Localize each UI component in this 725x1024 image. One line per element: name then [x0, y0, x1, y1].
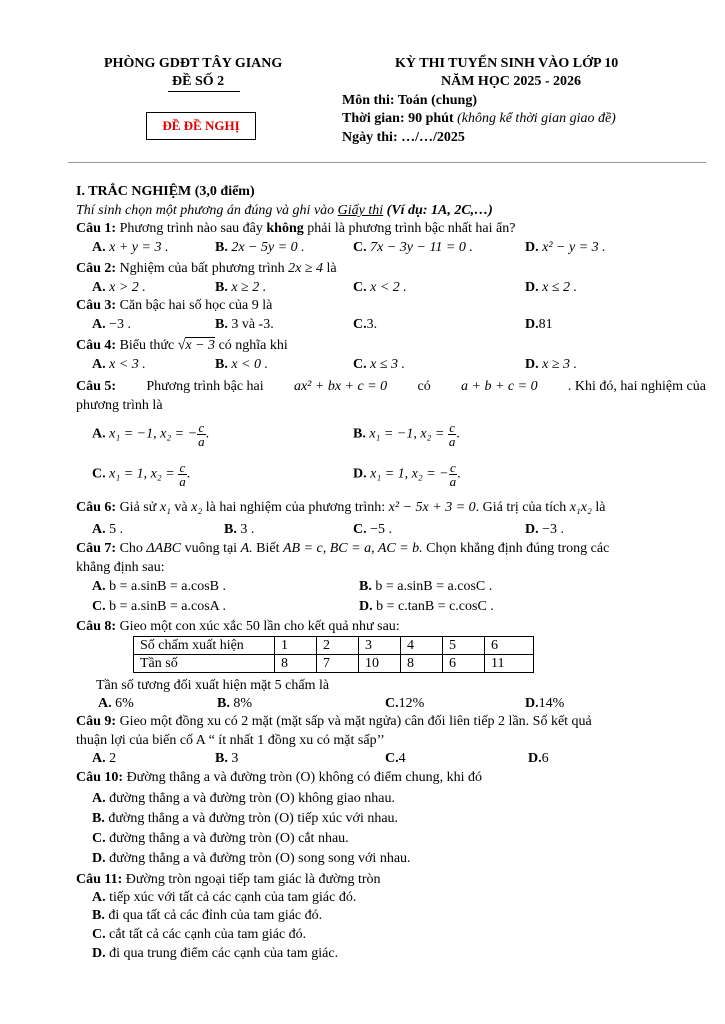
- q9-option-c[interactable]: [385, 751, 406, 767]
- q7-letter-c: C.: [92, 599, 106, 614]
- q6-option-c[interactable]: [353, 522, 392, 538]
- q2-letter-c: C.: [353, 280, 367, 295]
- q5-c-den: a: [179, 474, 186, 489]
- q3-letter-b: B.: [215, 317, 228, 332]
- q3-text-d: 81: [538, 317, 553, 332]
- q4-text-d: x ≥ 3 .: [542, 357, 578, 372]
- q8-text-b: 8%: [233, 696, 253, 711]
- q11-letter-d: D.: [92, 946, 106, 961]
- table-cell: 7: [317, 655, 359, 673]
- q10-text-a: đường thẳng a và đường tròn (O) không giao nhau.: [109, 791, 395, 806]
- q5-l1b: có: [417, 379, 431, 394]
- q6-prod: x₁x₂: [569, 500, 592, 515]
- q7-option-c[interactable]: [92, 599, 226, 615]
- q9-letter-c: C.: [385, 751, 399, 766]
- q9-letter-d: D.: [528, 751, 542, 766]
- q3-text-b: 3 và -3.: [231, 317, 274, 332]
- section-title: I. TRẮC NGHIỆM (3,0 điểm): [76, 184, 255, 199]
- q5-letter-a: A.: [92, 426, 106, 442]
- q7-option-d[interactable]: [359, 599, 494, 615]
- q4-option-d[interactable]: [525, 357, 577, 373]
- q6-x1: x₁: [159, 500, 171, 515]
- table-cell: 5: [443, 637, 485, 655]
- q11-letter-c: C.: [92, 927, 106, 942]
- q4-text-c: x ≤ 3 .: [370, 357, 406, 372]
- q3-text-a: −3 .: [109, 317, 132, 332]
- q5-d-pre: x₁ = 1, x₂ = −: [370, 466, 449, 482]
- q7-given: AB = c, BC = a, AC = b.: [282, 541, 423, 556]
- q6-text-b: 3 .: [240, 522, 255, 537]
- q5-option-a[interactable]: A. x₁ = −1, x₂ = − $\frac{c}{a}$ .: [92, 420, 210, 449]
- q11-stem: [76, 872, 381, 888]
- q6-x2: x₂: [191, 500, 203, 515]
- q6-letter-b: B.: [224, 522, 237, 537]
- q6-letter-a: A.: [92, 522, 106, 537]
- q6-option-d[interactable]: [525, 522, 564, 538]
- q4-text-b: x < 0 .: [231, 357, 269, 372]
- q8-text-d: 14%: [538, 696, 565, 711]
- q9-label: Câu 9:: [76, 714, 117, 729]
- q9-letter-b: B.: [215, 751, 228, 766]
- q6-end: là: [595, 500, 606, 515]
- q7-option-b[interactable]: [359, 579, 492, 595]
- exam-date: Ngày thi: …/…/2025: [342, 130, 465, 145]
- q4-option-b[interactable]: [215, 357, 268, 373]
- q6-letter-d: D.: [525, 522, 539, 537]
- q10-text-b: đường thẳng a và đường tròn (O) tiếp xúc với nhau.: [108, 811, 399, 826]
- exam-number: ĐỀ SỐ 2: [172, 74, 225, 89]
- q1-bold: không: [266, 221, 304, 236]
- q6-mid: là hai nghiệm của phương trình:: [205, 500, 386, 515]
- q1-pre: Phương trình nào sau đây: [119, 221, 263, 236]
- q2-text-a: x > 2 .: [109, 280, 146, 295]
- q7-post: Chọn khẳng định đúng trong các: [426, 541, 610, 556]
- q7-text-b: b = a.sinB = a.cosC .: [375, 579, 493, 594]
- q3-option-b[interactable]: [215, 317, 274, 333]
- table-cell: 1: [275, 637, 317, 655]
- q8-letter-c: C.: [385, 696, 399, 711]
- q1-option-c[interactable]: [353, 240, 473, 256]
- proposal-stamp: ĐỀ ĐỀ NGHỊ: [146, 112, 256, 140]
- q10-option-c[interactable]: [92, 831, 349, 847]
- q10-option-a[interactable]: [92, 791, 395, 807]
- q1-post: phải là phương trình bậc nhất hai ẩn?: [307, 221, 516, 236]
- q11-option-d[interactable]: [92, 946, 338, 962]
- q11-label: Câu 11:: [76, 872, 123, 887]
- q10-option-d[interactable]: [92, 851, 411, 867]
- q8-text-a: 6%: [115, 696, 134, 711]
- q7-letter-b: B.: [359, 579, 372, 594]
- q3-option-c[interactable]: [353, 317, 377, 333]
- table-row: [134, 637, 534, 655]
- q3-option-d[interactable]: [525, 317, 553, 333]
- time-line: [342, 111, 616, 127]
- q11-text-b: đi qua tất cả các đỉnh của tam giác đó.: [108, 908, 323, 923]
- q2-label: Câu 2:: [76, 261, 117, 276]
- q7-letter-a: A.: [92, 579, 106, 594]
- q10-letter-a: A.: [92, 791, 106, 806]
- school-year: NĂM HỌC 2025 - 2026: [441, 74, 581, 89]
- q1-option-d[interactable]: [525, 240, 606, 256]
- q3-stem: [76, 298, 272, 314]
- q6-post: . Giá trị của tích: [475, 500, 567, 515]
- q5-stem-line2: phương trình là: [76, 398, 163, 413]
- q10-label: Câu 10:: [76, 770, 124, 785]
- q7-mid: vuông tại: [184, 541, 238, 556]
- q5-letter-d: D.: [353, 466, 367, 482]
- table-cell: 6: [485, 637, 534, 655]
- q6-and: và: [174, 500, 188, 515]
- q2-text-b: x ≥ 2 .: [231, 280, 267, 295]
- q4-label: Câu 4:: [76, 338, 117, 353]
- q1-stem: [76, 221, 515, 237]
- instr-example: (Ví dụ: 1A, 2C,…): [386, 203, 493, 218]
- q4-letter-c: C.: [353, 357, 367, 372]
- q1-letter-a: A.: [92, 240, 106, 255]
- time-label: Thời gian: 90 phút: [342, 111, 454, 126]
- q2-option-d[interactable]: [525, 280, 577, 296]
- q1-text-b: 2x − 5y = 0 .: [231, 240, 305, 255]
- q10-option-b[interactable]: [92, 811, 398, 827]
- q4-text-a: x < 3 .: [109, 357, 146, 372]
- q3-letter-a: A.: [92, 317, 106, 332]
- q11-option-b[interactable]: [92, 908, 322, 924]
- time-note: (không kể thời gian giao đề): [457, 111, 616, 126]
- q2-text: Nghiệm của bất phương trình: [119, 261, 285, 276]
- q7-biet: Biết: [256, 541, 280, 556]
- q9-text-c: 4: [398, 751, 406, 766]
- q9-option-b[interactable]: [215, 751, 238, 767]
- q10-text-c: đường thẳng a và đường tròn (O) cắt nhau.: [109, 831, 349, 846]
- table-row: [134, 655, 534, 673]
- table-cell: 6: [443, 655, 485, 673]
- q10-letter-d: D.: [92, 851, 106, 866]
- q1-option-a[interactable]: [92, 240, 168, 256]
- q5-stem-line1: [76, 379, 706, 395]
- q2-post: là: [326, 261, 337, 276]
- q2-option-b[interactable]: [215, 280, 266, 296]
- q1-label: Câu 1:: [76, 221, 117, 236]
- q10-text-d: đường thẳng a và đường tròn (O) song song với nhau.: [109, 851, 411, 866]
- q5-eq1: ax² + bx + c = 0: [293, 379, 388, 394]
- q10-letter-c: C.: [92, 831, 106, 846]
- q2-letter-b: B.: [215, 280, 228, 295]
- section-instructions: [76, 203, 493, 219]
- q5-a-frac: [197, 421, 206, 448]
- q7-text-a: b = a.sinB = a.cosB .: [109, 579, 227, 594]
- q5-l1c: . Khi đó, hai nghiệm của: [567, 379, 706, 394]
- q7-stem-line1: [76, 541, 609, 557]
- dice-frequency-table: [133, 636, 534, 673]
- q4-letter-d: D.: [525, 357, 539, 372]
- q5-label: Câu 5:: [76, 379, 117, 394]
- q9-option-d[interactable]: [528, 751, 549, 767]
- q5-b-den: a: [448, 434, 456, 449]
- q9-text-d: 6: [541, 751, 549, 766]
- q8-letter-a: A.: [98, 696, 112, 711]
- q6-text-c: −5 .: [370, 522, 393, 537]
- q9-stem-line2: thuận lợi của biến cố A “ ít nhất 1 đồng xu có mặt sấp’’: [76, 733, 385, 748]
- q1-text-d: x² − y = 3 .: [542, 240, 606, 255]
- q8-letter-d: D.: [525, 696, 539, 711]
- q1-option-b[interactable]: [215, 240, 305, 256]
- q1-text-c: 7x − 3y − 11 = 0 .: [370, 240, 473, 255]
- q3-letter-c: C.: [353, 317, 367, 332]
- q5-d-num: c: [450, 460, 456, 475]
- q6-option-a[interactable]: [92, 522, 123, 538]
- q6-option-b[interactable]: [224, 522, 254, 538]
- q3-text-c: 3.: [366, 317, 378, 332]
- q4-radicand: x − 3: [185, 338, 216, 353]
- q6-eq: x² − 5x + 3 = 0: [388, 500, 476, 515]
- q1-letter-d: D.: [525, 240, 539, 255]
- q4-option-a[interactable]: [92, 357, 146, 373]
- dept-name: PHÒNG GDĐT TÂY GIANG: [104, 56, 283, 71]
- q7-letter-d: D.: [359, 599, 373, 614]
- q8-stem: [76, 619, 400, 635]
- q5-a-pre: x₁ = −1, x₂ = −: [109, 426, 198, 442]
- q5-d-frac: [449, 461, 458, 488]
- q2-text-d: x ≤ 2 .: [542, 280, 578, 295]
- q7-tri: ΔABC: [146, 541, 182, 556]
- q2-stem: [76, 261, 337, 277]
- q8-question: Tần số tương đối xuất hiện mặt 5 chấm là: [96, 678, 330, 693]
- q6-pre: Giả sử: [119, 500, 157, 515]
- q6-letter-c: C.: [353, 522, 367, 537]
- q5-letter-c: C.: [92, 466, 106, 482]
- table-cell: 8: [275, 655, 317, 673]
- q4-letter-b: B.: [215, 357, 228, 372]
- q5-b-pre: x₁ = −1, x₂ =: [369, 426, 445, 442]
- q9-stem-line1: [76, 714, 592, 730]
- q5-option-b[interactable]: B. x₁ = −1, x₂ = $\frac{c}{a}$ .: [353, 420, 460, 449]
- q3-letter-d: D.: [525, 317, 539, 332]
- q11-option-a[interactable]: [92, 890, 356, 906]
- q8-option-b[interactable]: [217, 696, 252, 712]
- q5-option-c[interactable]: C. x₁ = 1, x₂ = $\frac{c}{a}$ .: [92, 460, 191, 489]
- q9-text-b: 3: [231, 751, 239, 766]
- q7-text-c: b = a.sinB = a.cosA .: [109, 599, 227, 614]
- q7-stem-line2: khẳng định sau:: [76, 560, 165, 575]
- instr-paper: Giấy thi: [337, 203, 384, 218]
- q5-c-pre: x₁ = 1, x₂ =: [109, 466, 175, 482]
- q11-text-a: tiếp xúc với tất cả các cạnh của tam giác đó.: [109, 890, 357, 905]
- q11-text-c: cắt tất cả các cạnh của tam giác đó.: [109, 927, 307, 942]
- q7-text-d: b = c.tanB = c.cosC .: [376, 599, 494, 614]
- q1-letter-c: C.: [353, 240, 367, 255]
- q7-pre: Cho: [119, 541, 143, 556]
- q2-text-c: x < 2 .: [370, 280, 407, 295]
- q3-option-a[interactable]: [92, 317, 131, 333]
- q11-letter-a: A.: [92, 890, 106, 905]
- q6-label: Câu 6:: [76, 500, 117, 515]
- table-cell: 3: [359, 637, 401, 655]
- table-cell: 4: [401, 637, 443, 655]
- q11-text-d: đi qua trung điểm các cạnh của tam giác.: [109, 946, 339, 961]
- table-cell: 11: [485, 655, 534, 673]
- q8-text-c: 12%: [398, 696, 425, 711]
- q2-letter-a: A.: [92, 280, 106, 295]
- q4-option-c[interactable]: [353, 357, 405, 373]
- q1-letter-b: B.: [215, 240, 228, 255]
- q9-option-a[interactable]: [92, 751, 116, 767]
- q4-stem: [76, 338, 288, 354]
- instr-a: Thí sinh chọn một phương án đúng và ghi vào: [76, 203, 335, 218]
- q8-letter-b: B.: [217, 696, 230, 711]
- table-cell: Số chấm xuất hiện: [134, 637, 275, 655]
- q8-text: Gieo một con xúc xắc 50 lần cho kết quả như sau:: [119, 619, 400, 634]
- q4-letter-a: A.: [92, 357, 106, 372]
- q2-option-a[interactable]: [92, 280, 146, 296]
- q5-d-den: a: [449, 474, 457, 489]
- q11-option-c[interactable]: [92, 927, 306, 943]
- sqrt-sign: √: [177, 338, 186, 353]
- q6-stem: [76, 500, 606, 516]
- q9-text-a: 2: [109, 751, 117, 766]
- q9-l1: Gieo một đồng xu có 2 mặt (mặt sấp và mặt ngửa) cân đối liên tiếp 2 lần. Số kết quả: [119, 714, 592, 729]
- q5-c-frac: [178, 461, 187, 488]
- q5-a-den: a: [198, 434, 205, 449]
- q7-option-a[interactable]: [92, 579, 226, 595]
- q8-option-c[interactable]: [385, 696, 424, 712]
- q4-post: có nghĩa khi: [218, 338, 288, 353]
- q2-expr: 2x ≥ 4: [288, 261, 324, 276]
- q8-option-a[interactable]: [98, 696, 134, 712]
- q2-option-c[interactable]: [353, 280, 407, 296]
- q7-label: Câu 7:: [76, 541, 117, 556]
- q8-label: Câu 8:: [76, 619, 117, 634]
- q3-label: Câu 3:: [76, 298, 117, 313]
- exam-number-underline: [168, 91, 240, 92]
- q10-text: Đường thẳng a và đường tròn (O) không có điểm chung, khi đó: [126, 770, 482, 785]
- q5-b-frac: [448, 421, 457, 448]
- q5-a-num: c: [198, 420, 205, 435]
- q5-option-d[interactable]: D. x₁ = 1, x₂ = − $\frac{c}{a}$ .: [353, 460, 461, 489]
- q7-vert: A.: [240, 541, 253, 556]
- q1-text-a: x + y = 3 .: [109, 240, 169, 255]
- q6-text-d: −3 .: [542, 522, 565, 537]
- q5-b-num: c: [449, 420, 455, 435]
- q8-option-d[interactable]: [525, 696, 564, 712]
- q11-letter-b: B.: [92, 908, 105, 923]
- q5-letter-b: B.: [353, 426, 366, 442]
- table-cell: Tần số: [134, 655, 275, 673]
- header-divider: [68, 162, 706, 163]
- q5-eq2: a + b + c = 0: [461, 379, 538, 394]
- q10-stem: [76, 770, 482, 786]
- exam-title: KỲ THI TUYỂN SINH VÀO LỚP 10: [395, 56, 619, 71]
- subject: Môn thi: Toán (chung): [342, 93, 477, 108]
- q2-letter-d: D.: [525, 280, 539, 295]
- table-cell: 8: [401, 655, 443, 673]
- table-cell: 10: [359, 655, 401, 673]
- q5-c-num: c: [179, 460, 186, 475]
- table-cell: 2: [317, 637, 359, 655]
- q6-text-a: 5 .: [109, 522, 124, 537]
- q9-letter-a: A.: [92, 751, 106, 766]
- q5-l1a: Phương trình bậc hai: [146, 379, 264, 394]
- q3-text: Căn bậc hai số học của 9 là: [119, 298, 273, 313]
- q4-text: Biểu thức: [119, 338, 175, 353]
- q10-letter-b: B.: [92, 811, 105, 826]
- q11-text: Đường tròn ngoại tiếp tam giác là đường tròn: [125, 872, 381, 887]
